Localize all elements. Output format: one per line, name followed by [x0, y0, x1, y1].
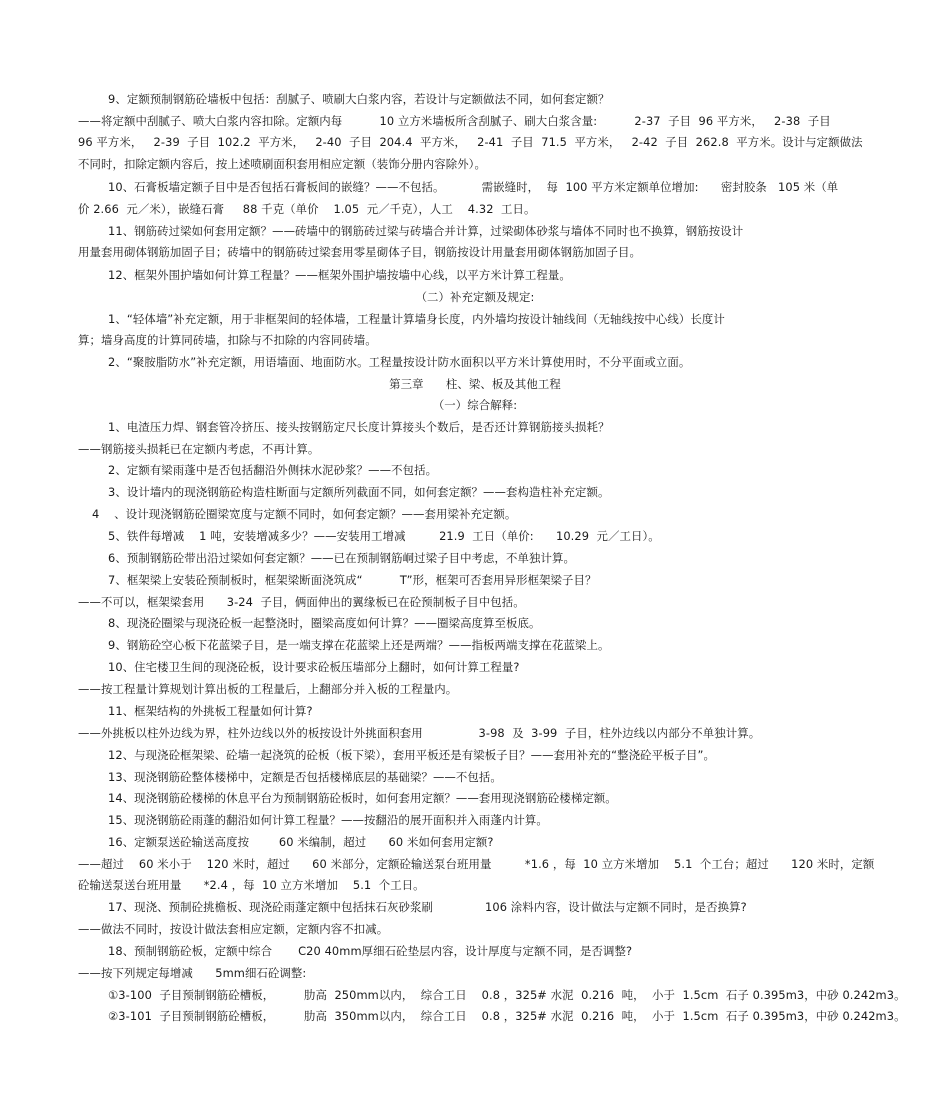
text-line: ——按下列规定每增减 5mm细石砼调整:	[78, 966, 307, 980]
text-line: 1、电渣压力焊、钢套管冷挤压、接头按钢筋定尺长度计算接头个数后，是否还计算钢筋接头损耗？	[108, 420, 610, 434]
text-line: 8、现浇砼圈梁与现浇砼板一起整浇时，圈梁高度如何计算？——圈梁高度算至板底。	[108, 616, 541, 630]
text-line: ——做法不同时，按设计做法套相应定额，定额内容不扣减。	[78, 922, 389, 936]
text-line: ——将定额中刮腻子、喷大白浆内容扣除。定额内每 10 立方米墙板所含刮腻子、刷大白浆含量: 2-37 子目 96 平方米， 2-38 子目	[78, 114, 831, 128]
text-line: 12、与现浇砼框架梁、砼墙一起浇筑的砼板（板下梁），套用平板还是有梁板子目？——套用补充的“整浇砼平板子目”。	[108, 748, 716, 762]
section-heading: （一）综合解释:	[432, 398, 518, 412]
text-line: 砼输送泵送台班用量 *2.4 ，每 10 立方米增加 5.1 个工日。	[78, 878, 425, 892]
text-line: 算；墙身高度的计算同砖墙，扣除与不扣除的内容同砖墙。	[78, 333, 377, 347]
text-line: 15、现浇钢筋砼雨蓬的翻沿如何计算工程量？——按翻沿的展开面积并入雨蓬内计算。	[108, 813, 548, 827]
text-line: 11、钢筋砖过梁如何套用定额？——砖墙中的钢筋砖过梁与砖墙合并计算，过梁砌体砂浆与墙体不同时也不换算，钢筋按设计	[108, 224, 744, 238]
text-line: 96 平方米， 2-39 子目 102.2 平方米， 2-40 子目 204.4 平方米， 2-41 子目 71.5 平方米， 2-42 子目 262.8 平方米。设计与定额做法	[78, 135, 863, 149]
text-line: ——超过 60 米小于 120 米时，超过 60 米部分，定额砼输送泵台班用量 *1.6 ，每 10 立方米增加 5.1 个工台；超过 120 米时，定额	[78, 857, 875, 871]
text-line: 用量套用砌体钢筋加固子目；砖墙中的钢筋砖过梁套用零星砌体子目，钢筋按设计用量套用砌体钢筋加固子目。	[78, 245, 642, 259]
text-line: ——外挑板以柱外边线为界，柱外边线以外的板按设计外挑面积套用 3-98 及 3-99 子目，柱外边线以内部分不单独计算。	[78, 726, 761, 740]
text-line: 1、“轻体墙”补充定额，用于非框架间的轻体墙，工程量计算墙身长度，内外墙均按设计轴线间（无轴线按中心线）长度计	[108, 312, 725, 326]
text-line: 4 、设计现浇钢筋砼圈梁宽度与定额不同时，如何套定额？——套用梁补充定额。	[92, 507, 517, 521]
text-line: 11、框架结构的外挑板工程量如何计算?	[108, 704, 313, 718]
text-line: 10、石膏板墙定额子目中是否包括石膏板间的嵌缝？——不包括。 需嵌缝时， 每 100 平方米定额单位增加: 密封胶条 105 米（单	[108, 180, 839, 194]
text-line: 价 2.66 元／米），嵌缝石膏 88 千克（单价 1.05 元／千克），人工 4.32 工日。	[78, 202, 536, 216]
text-line: 16、定额泵送砼输送高度按 60 米编制，超过 60 米如何套用定额?	[108, 835, 494, 849]
text-line: 不同时，扣除定额内容后，按上述喷刷面积套用相应定额（装饰分册内容除外）。	[78, 157, 486, 171]
text-line: 6、预制钢筋砼带出沿过梁如何套定额？——已在预制钢筋峒过梁子目中考虑，不单独计算。	[108, 551, 575, 565]
chapter-heading: 第三章 柱、梁、板及其他工程	[389, 377, 561, 391]
text-line: 17、现浇、预制砼挑檐板、现浇砼雨蓬定额中包括抹石灰砂浆刷 106 涂料内容，设计做法与定额不同时，是否换算?	[108, 900, 747, 914]
text-line: 9、定额预制钢筋砼墙板中包括：刮腻子、喷刷大白浆内容，若设计与定额做法不同，如何套定额？	[108, 92, 610, 106]
section-heading: （二）补充定额及规定:	[415, 290, 535, 304]
text-line: 13、现浇钢筋砼整体楼梯中，定额是否包括楼梯底层的基础梁？——不包括。	[108, 770, 502, 784]
text-line: 3、设计墙内的现浇钢筋砼构造柱断面与定额所列截面不同，如何套定额？——套构造柱补充定额。	[108, 485, 610, 499]
text-line: 2、定额有梁雨蓬中是否包括翻沿外侧抹水泥砂浆？——不包括。	[108, 463, 438, 477]
text-line: 12、框架外围护墙如何计算工程量？——框架外围护墙按墙中心线，以平方米计算工程量。	[108, 268, 571, 282]
text-line: 10、住宅楼卫生间的现浇砼板，设计要求砼板压墙部分上翻时，如何计算工程量?	[108, 660, 520, 674]
text-line: ——钢筋接头损耗已在定额内考虑，不再计算。	[78, 442, 320, 456]
text-line: ②3-101 子目预制钢筋砼槽板， 肋高 350mm以内， 综合工日 0.8 ，325# 水泥 0.216 吨， 小于 1.5cm 石子 0.395m3，中砂 0.242m3。	[108, 1009, 906, 1023]
text-line: 5、铁件每增减 1 吨，安装增减多少？——安装用工增减 21.9 工日（单价: 10.29 元／工日）。	[108, 529, 660, 543]
text-line: 2、“聚胺脂防水”补充定额，用语墙面、地面防水。工程量按设计防水面积以平方米计算使用时，不分平面或立面。	[108, 355, 691, 369]
text-line: 18、预制钢筋砼板，定额中综合 C20 40mm厚细石砼垫层内容，设计厚度与定额不同，是否调整?	[108, 944, 633, 958]
text-line: 14、现浇钢筋砼楼梯的休息平台为预制钢筋砼板时，如何套用定额？——套用现浇钢筋砼楼梯定额。	[108, 791, 617, 805]
text-line: ①3-100 子目预制钢筋砼槽板， 肋高 250mm以内， 综合工日 0.8 ，325# 水泥 0.216 吨， 小于 1.5cm 石子 0.395m3，中砂 0.242m3。	[108, 988, 906, 1002]
text-line: ——不可以，框架梁套用 3-24 子目，俩面伸出的翼缘板已在砼预制板子目中包括。	[78, 595, 525, 609]
text-line: 9、钢筋砼空心板下花蓝梁子目，是一端支撑在花蓝梁上还是两端？——指板两端支撑在花蓝梁上。	[108, 638, 610, 652]
text-line: ——按工程量计算规划计算出板的工程量后，上翻部分并入板的工程量内。	[78, 682, 458, 696]
text-line: 7、框架梁上安装砼预制板时，框架梁断面浇筑成“ T”形，框架可否套用异形框架梁子目？	[108, 573, 597, 587]
